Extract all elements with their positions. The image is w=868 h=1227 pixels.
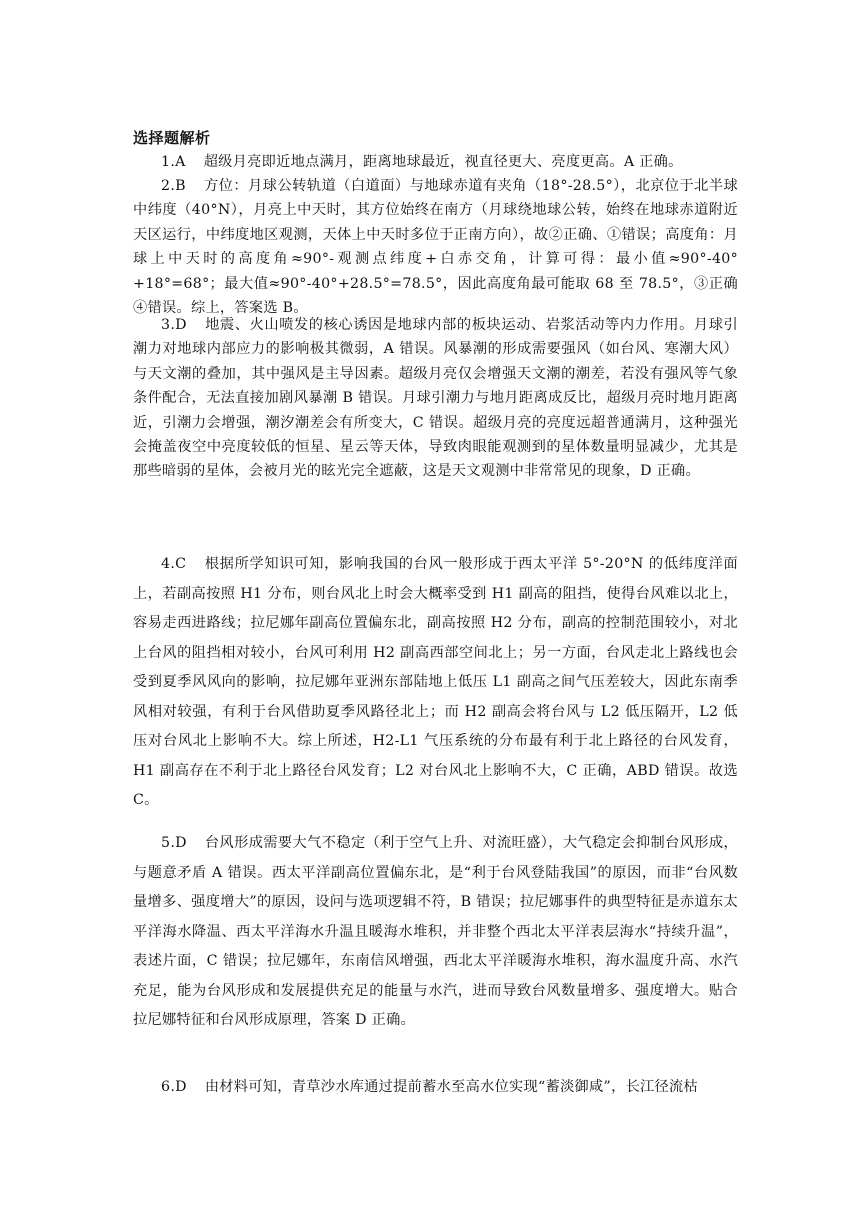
answer-paragraph <box>133 150 738 174</box>
answer-explanation: 方位：月球公转轨道（白道面）与地球赤道有夹角（18°-28.5°），北京位于北半球中纬度（40°N），月亮上中天时，其方位始终在南方（月球绕地球公转，始终在地球赤道附近天区运行，中纬度地区观测，天体上中天时多位于正南方向），故②正确、①错误；高度角：月球上中天时的高度角≈90°-观测点纬度+白赤交角，计算可得：最小值≈90°-40°+18°=68°；最大值≈90°-40°+28.5°=78.5°，因此高度角最可能取 68 至 78.5°，③正确④错误。综上，答案选 B。 <box>133 178 738 317</box>
answer-explanation: 根据所学知识可知，影响我国的台风一般形成于西太平洋 5°-20°N 的低纬度洋面上，若副高按照 H1 分布，则台风北上时会大概率受到 H1 副高的阻挡，使得台风难以北上，容易走西进路线；拉尼娜年副高位置偏东北，副高按照 H2 分布，副高的控制范围较小，对北上台风的阻挡相对较小，台风可利用 H2 副高西部空间北上；另一方面，台风走北上路线也会受到夏季风风向的影响，拉尼娜年亚洲东部陆地上低压 L1 副高之间气压差较大，因此东南季风相对较强，有利于台风借助夏季风路径北上；而 H2 副高会将台风与 L2 低压隔开，L2 低压对台风北上影响不大。综上所述，H2-L1 气压系统的分布最有利于北上路径的台风发育，H1 副高存在不利于北上路径台风发育；L2 对台风北上影响不大，C 正确，ABD 错误。故选 C。 <box>133 556 738 808</box>
answer-number: 3.D <box>161 317 187 333</box>
answer-explanation: 超级月亮即近地点满月，距离地球最近，视直径更大、亮度更高。A 正确。 <box>203 154 683 170</box>
answer-paragraph <box>133 174 738 320</box>
answer-explanation: 地震、火山喷发的核心诱因是地球内部的板块运动、岩浆活动等内力作用。月球引潮力对地球内部应力的影响极其微弱，A 错误。风暴潮的形成需要强风（如台风、寒潮大风）与天文潮的叠加，其中强风是主导因素。超级月亮仅会增强天文潮的潮差，若没有强风等气象条件配合，无法直接加剧风暴潮 B 错误。月球引潮力与地月距离成反比，超级月亮时地月距离近，引潮力会增强，潮汐潮差会有所变大，C 错误。超级月亮的亮度远超普通满月，这种强光会掩盖夜空中亮度较低的恒星、星云等天体，导致肉眼能观测到的星体数量明显减少，尤其是那些暗弱的星体，会被月光的眩光完全遮蔽，这是天文观测中非常常见的现象，D 正确。 <box>133 317 738 480</box>
answer-paragraph <box>133 313 738 484</box>
answer-paragraph <box>133 829 738 1036</box>
answer-explanation: 台风形成需要大气不稳定（利于空气上升、对流旺盛），大气稳定会抑制台风形成，与题意矛盾 A 错误。西太平洋副高位置偏东北，是“利于台风登陆我国”的原因，而非“台风数量增多、强度增大”的原因，设问与选项逻辑不符，B 错误；拉尼娜事件的典型特征是赤道东太平洋海水降温、西太平洋海水升温且暖海水堆积，并非整个西北太平洋表层海水“持续升温”，表述片面，C 错误；拉尼娜年，东南信风增强，西北太平洋暖海水堆积，海水温度升高、水汽充足，能为台风形成和发展提供充足的能量与水汽，进而导致台风数量增多、强度增大。贴合拉尼娜特征和台风形成原理，答案 D 正确。 <box>133 835 738 1028</box>
answer-number: 2.B <box>161 178 186 194</box>
answer-number: 6.D <box>161 1079 187 1095</box>
answer-paragraph <box>133 1073 738 1103</box>
section-title: 选择题解析 <box>133 129 211 147</box>
answer-number: 4.C <box>161 556 187 572</box>
answer-number: 1.A <box>161 154 186 170</box>
answer-number: 5.D <box>161 835 187 851</box>
answer-explanation: 由材料可知，青草沙水库通过提前蓄水至高水位实现“蓄淡御咸”，长江径流枯 <box>204 1079 699 1095</box>
answer-paragraph <box>133 550 738 816</box>
